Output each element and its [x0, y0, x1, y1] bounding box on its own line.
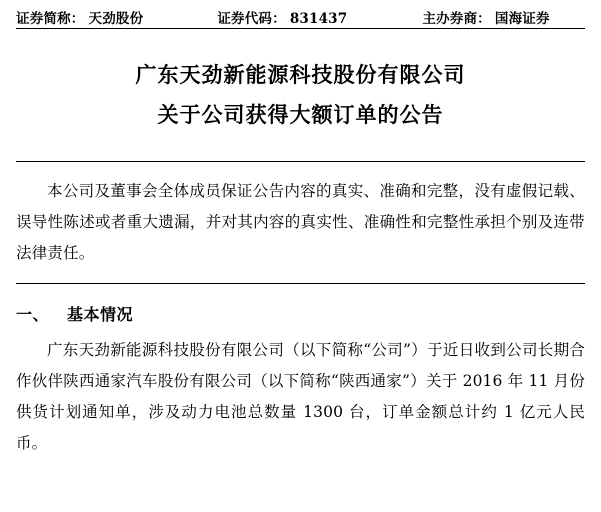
document-title [16, 55, 585, 135]
document-title-line-2: 关于公司获得大额订单的公告 [157, 102, 444, 127]
header-field-security-name-label: 证券简称： [16, 11, 85, 27]
header-field-sponsor-broker [422, 7, 549, 27]
header-divider [16, 28, 585, 29]
disclaimer-text: 本公司及董事会全体成员保证公告内容的真实、准确和完整，没有虚假记载、误导性陈述或者重大遗漏，并对其内容的真实性、准确性和完整性承担个别及连带法律责任。 [16, 182, 585, 262]
header-field-sponsor-broker-label: 主办券商： [422, 11, 491, 27]
header-field-sponsor-broker-value: 国海证券 [494, 11, 550, 27]
section-title: 基本情况 [67, 305, 134, 324]
header-field-security-name [16, 7, 143, 27]
header-field-security-code [217, 7, 347, 27]
header-field-security-name-value: 天劲股份 [88, 11, 144, 27]
section-number: 一、 [16, 305, 50, 324]
disclaimer-box [16, 161, 585, 284]
document-header [16, 0, 585, 26]
section-paragraph: 广东天劲新能源科技股份有限公司（以下简称“公司”）于近日收到公司长期合作伙伴陕西通家汽车股份有限公司（以下简称“陕西通家”）关于 2016 年 11 月份供货计划通知单，涉及动力电池总数量 1300 台，订单金额总计约 1 亿元人民币。 [16, 341, 585, 452]
header-field-security-code-value: 831437 [289, 11, 348, 27]
document-title-line-1: 广东天劲新能源科技股份有限公司 [135, 62, 466, 87]
section-heading-basic-situation [16, 302, 585, 325]
header-field-security-code-label: 证券代码： [217, 11, 286, 27]
